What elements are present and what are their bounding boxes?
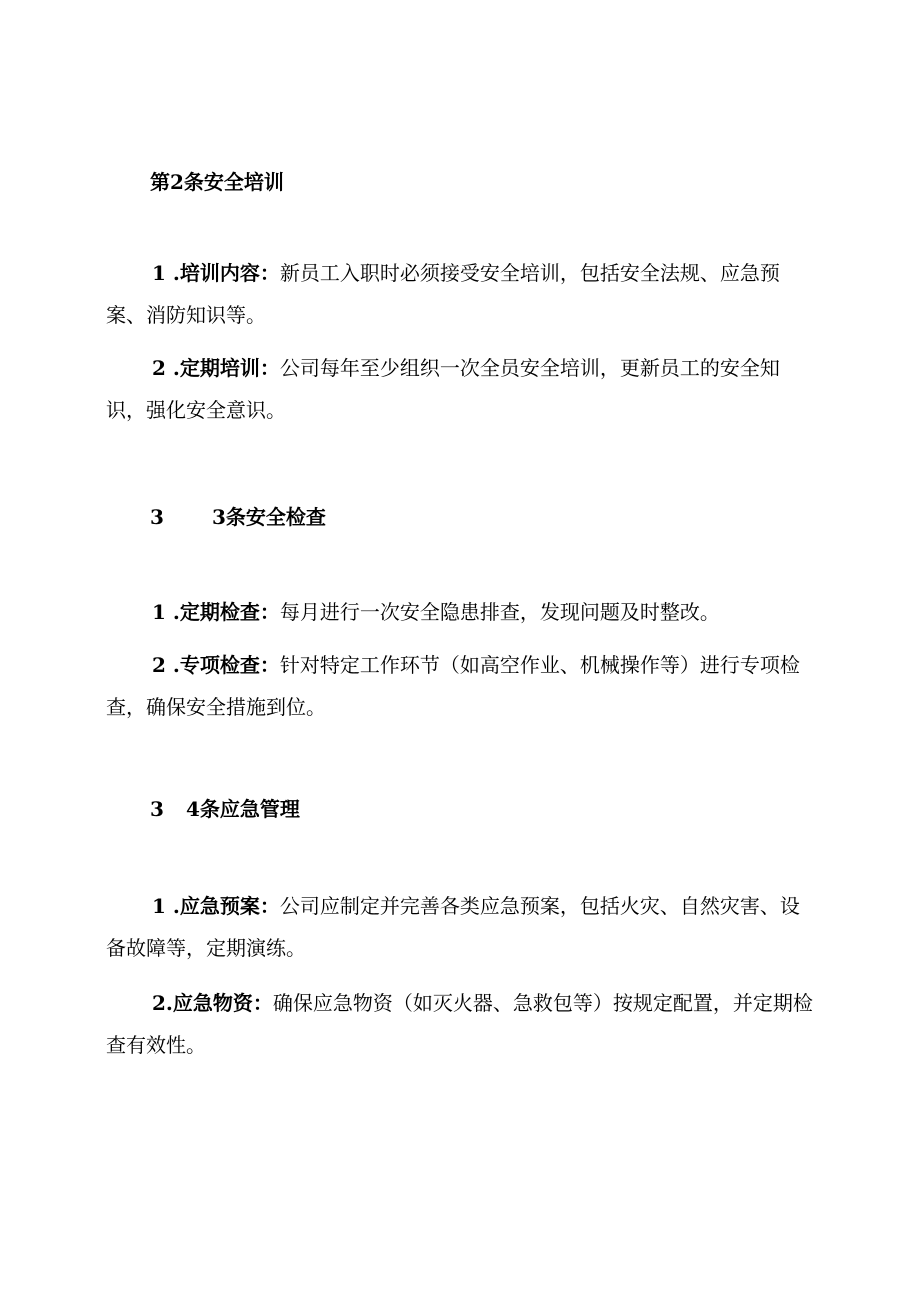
section-title: 第2条安全培训 <box>150 170 284 194</box>
section-4-item-1 <box>106 885 818 969</box>
section-heading-3 <box>150 505 326 529</box>
section-prefix: 3 <box>150 505 164 529</box>
section-title: 4条应急管理 <box>186 797 300 821</box>
item-label: 2.应急物资： <box>152 991 273 1015</box>
section-2-item-2 <box>106 347 818 431</box>
section-title: 3条安全检查 <box>212 505 326 529</box>
section-3-item-2 <box>106 644 818 728</box>
item-text: 公司每年至少组织一次全员安全培训，更新员工的安全知识，强化安全意识。 <box>106 356 780 422</box>
section-heading-2 <box>150 170 284 194</box>
item-label: 1 .应急预案： <box>152 894 280 918</box>
item-text: 确保应急物资（如灭火器、急救包等）按规定配置，并定期检查有效性。 <box>106 991 813 1057</box>
item-text: 每月进行一次安全隐患排查，发现问题及时整改。 <box>279 600 720 624</box>
item-text: 针对特定工作环节（如高空作业、机械操作等）进行专项检查，确保安全措施到位。 <box>106 653 800 719</box>
section-prefix: 3 <box>150 797 164 821</box>
section-2-item-1 <box>106 252 818 336</box>
section-4-item-2 <box>106 982 818 1066</box>
item-label: 2 .专项检查： <box>152 653 280 677</box>
item-label: 1 .定期检查： <box>152 600 280 624</box>
section-3-item-1 <box>106 591 818 633</box>
section-heading-4 <box>150 797 300 821</box>
item-label: 2 .定期培训： <box>152 356 280 380</box>
item-text: 公司应制定并完善各类应急预案，包括火灾、自然灾害、设备故障等，定期演练。 <box>106 894 800 960</box>
item-label: 1 .培训内容： <box>152 261 280 285</box>
item-text: 新员工入职时必须接受安全培训，包括安全法规、应急预案、消防知识等。 <box>106 261 780 327</box>
